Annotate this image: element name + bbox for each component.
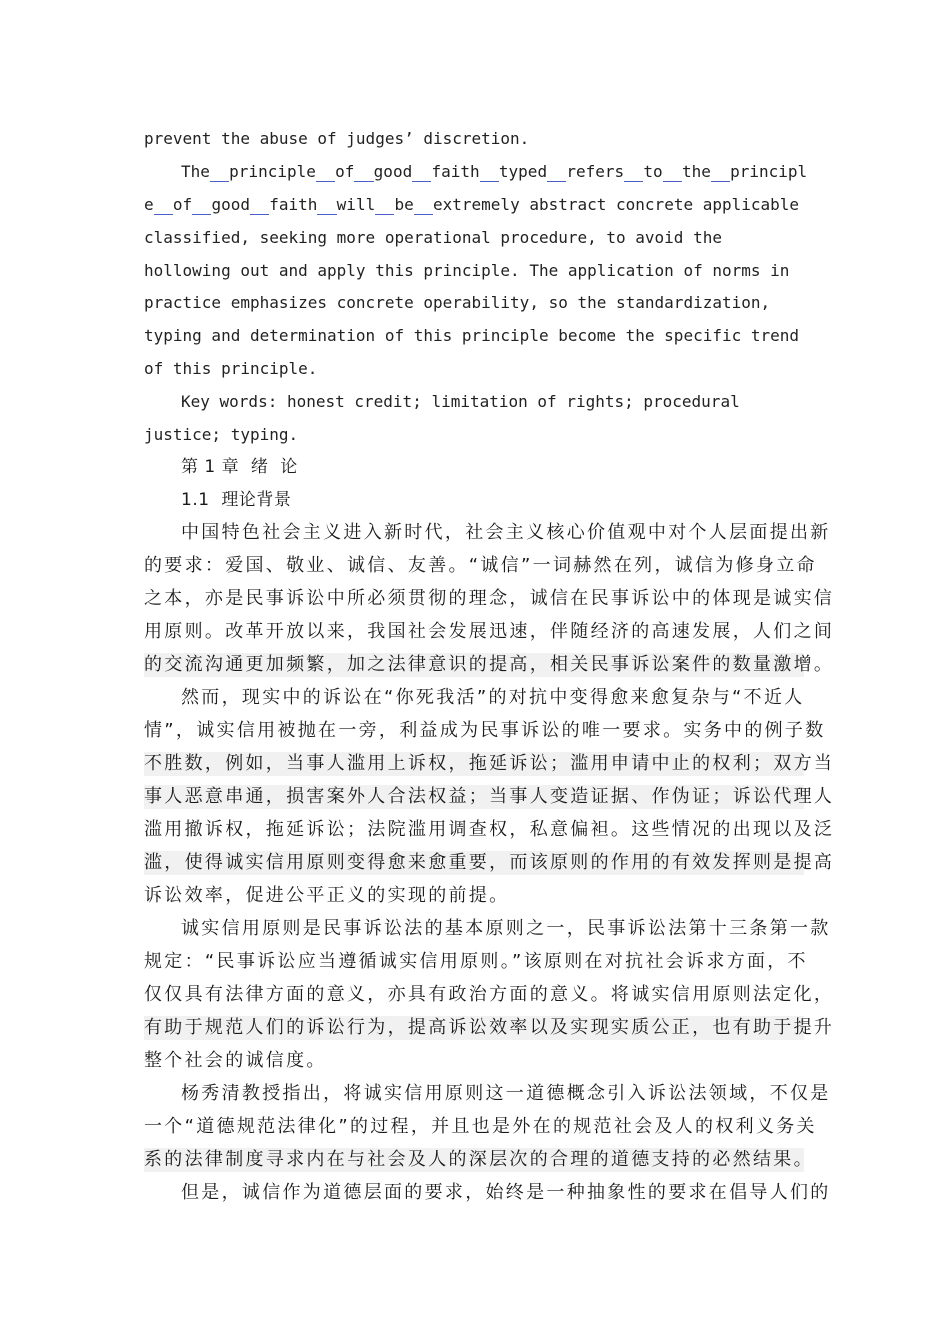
body-line: 的交流沟通更加频繁，加之法律意识的提高，相关民事诉讼案件的数量激增。 (144, 654, 835, 675)
word: will (336, 195, 376, 214)
body-line: 规定：“民事诉讼应当遵循诚实信用原则。”该原则在对抗社会诉求方面，不 (144, 951, 808, 972)
body-line: 诚实信用原则是民事诉讼法的基本原则之一，民事诉讼法第十三条第一款 (181, 918, 831, 939)
word: extremely abstract concrete applicable (433, 195, 800, 214)
body-line: 诉讼效率，促进公平正义的实现的前提。 (144, 885, 510, 906)
word: faith (431, 162, 480, 181)
abstract-typed-line (181, 162, 808, 182)
abstract-line: hollowing out and apply this principle. The application of norms in (144, 261, 790, 280)
word: the (681, 162, 711, 181)
section-title: 1.1 理论背景 (181, 490, 292, 510)
body-line: 的要求：爱国、敬业、诚信、友善。“诚信”一词赫然在列，诚信为修身立命 (144, 555, 817, 576)
body-line: 之本，亦是民事诉讼中所必须贯彻的理念，诚信在民事诉讼中的体现是诚实信 (144, 588, 835, 609)
chapter-title: 第 1 章 绪 论 (181, 457, 298, 477)
word: of (172, 195, 193, 214)
word: typed (498, 162, 548, 181)
word: to (643, 162, 663, 181)
body-line: 一个“道德规范法律化”的过程，并且也是外在的规范社会及人的权利义务关 (144, 1116, 817, 1137)
abstract-line: prevent the abuse of judges’ discretion. (144, 129, 530, 148)
body-line: 杨秀清教授指出，将诚实信用原则这一道德概念引入诉讼法领域，不仅是 (181, 1083, 831, 1104)
body-line: 仅仅具有法律方面的意义，亦具有政治方面的意义。将诚实信用原则法定化， (144, 984, 835, 1005)
word: faith (269, 195, 318, 214)
body-line: 滥用撤诉权，拖延诉讼；法院滥用调查权，私意偏袒。这些情况的出现以及泛 (144, 819, 835, 840)
abstract-line: typing and determination of this principle become the specific trend (144, 326, 800, 345)
keywords-line: justice; typing. (144, 425, 299, 444)
body-line: 然而，现实中的诉讼在“你死我活”的对抗中变得愈来愈复杂与“不近人 (181, 687, 805, 708)
word: good (373, 162, 413, 181)
body-line: 整个社会的诚信度。 (144, 1050, 327, 1071)
body-line: 不胜数，例如，当事人滥用上诉权，拖延诉讼；滥用申请中止的权利；双方当 (144, 753, 835, 774)
word: refers (566, 162, 625, 181)
word: principle (229, 162, 316, 181)
body-line: 事人恶意串通，损害案外人合法权益；当事人变造证据、作伪证；诉讼代理人 (144, 786, 835, 807)
word: e (144, 195, 154, 214)
abstract-line (144, 195, 804, 215)
abstract-line: classified, seeking more operational procedure, to avoid the (144, 228, 722, 247)
abstract-line: of this principle. (144, 359, 318, 378)
body-line: 情”，诚实信用被抛在一旁，利益成为民事诉讼的唯一要求。实务中的例子数 (144, 720, 826, 741)
body-line: 用原则。改革开放以来，我国社会发展迅速，伴随经济的高速发展，人们之间 (144, 621, 835, 642)
word: be (394, 195, 414, 214)
word: good (211, 195, 250, 214)
keywords-line: Key words: honest credit; limitation of rights; procedural (181, 392, 740, 411)
body-line: 中国特色社会主义进入新时代，社会主义核心价值观中对个人层面提出新 (181, 522, 831, 543)
word: The (181, 162, 210, 181)
word: principl (730, 162, 808, 181)
word: of (335, 162, 355, 181)
body-line: 系的法律制度寻求内在与社会及人的深层次的合理的道德支持的必然结果。 (144, 1149, 814, 1170)
body-line: 滥，使得诚实信用原则变得愈来愈重要，而该原则的作用的有效发挥则是提高 (144, 852, 835, 873)
body-line: 有助于规范人们的诉讼行为，提高诉讼效率以及实现实质公正，也有助于提升 (144, 1017, 835, 1038)
body-line: 但是，诚信作为道德层面的要求，始终是一种抽象性的要求在倡导人们的 (181, 1182, 831, 1203)
abstract-line: practice emphasizes concrete operability, so the standardization, (144, 293, 771, 312)
